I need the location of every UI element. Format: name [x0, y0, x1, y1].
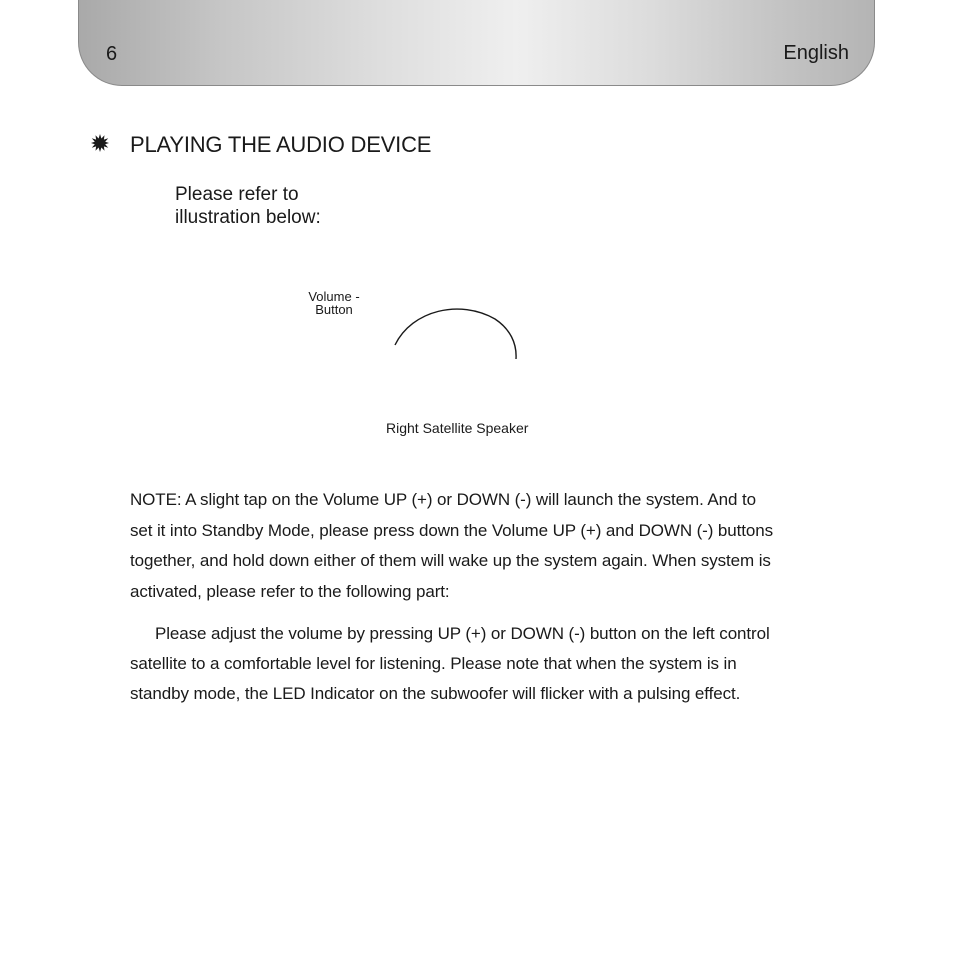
speaker-caption: Right Satellite Speaker: [386, 420, 529, 436]
speaker-outline-arc: [390, 305, 530, 365]
note-line: together, and hold down either of them will wake up the system again. When system is: [130, 551, 771, 570]
language-label: English: [783, 42, 849, 64]
note-line: set it into Standby Mode, please press down the Volume UP (+) and DOWN (-) buttons: [130, 520, 773, 540]
intro-text: [175, 183, 375, 229]
speaker-illustration: [300, 285, 580, 445]
volume-button-callout: [300, 290, 368, 316]
section-heading: PLAYING THE AUDIO DEVICE: [130, 132, 432, 157]
page-number: 6: [106, 43, 118, 65]
note-line: activated, please refer to the following part:: [130, 581, 450, 601]
adjust-line: standby mode, the LED Indicator on the subwoofer will flicker with a pulsing effect.: [130, 684, 741, 703]
starburst-bullet-icon: [91, 134, 109, 152]
adjust-line: satellite to a comfortable level for listening. Please note that when the system is in: [130, 654, 737, 673]
intro-line: illustration below:: [175, 207, 321, 228]
note-line: NOTE: A slight tap on the Volume UP (+) or DOWN (-) will launch the system. And to: [130, 490, 756, 509]
volume-adjust-paragraph: [130, 619, 830, 709]
callout-line: Button: [315, 302, 353, 317]
page-header-band: [78, 0, 875, 86]
intro-line: Please refer to: [175, 184, 299, 205]
note-paragraph: [130, 485, 830, 607]
callout-line: Volume -: [308, 289, 360, 304]
adjust-line: Please adjust the volume by pressing UP (+) or DOWN (-) button on the left control: [155, 624, 770, 643]
